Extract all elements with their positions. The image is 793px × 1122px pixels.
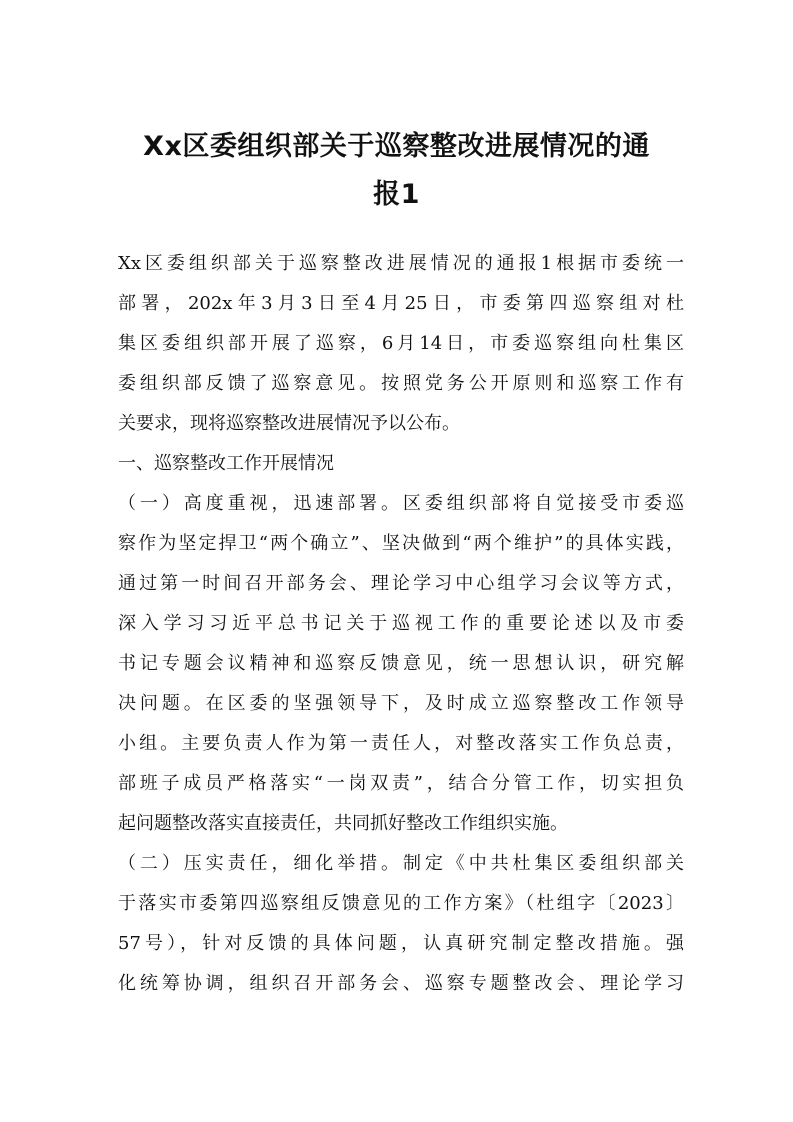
body-line: 部署，202x年3月3日至4月25日，市委第四巡察组对杜 <box>118 293 684 314</box>
body-line: 通过第一时间召开部务会、理论学习中心组学习会议等方式， <box>118 573 684 594</box>
section-heading: 一、巡察整改工作开展情况 <box>118 453 334 474</box>
body-line: （二）压实责任，细化举措。制定《中共杜集区委组织部关 <box>118 853 684 874</box>
body-line: 书记专题会议精神和巡察反馈意见，统一思想认识，研究解 <box>118 653 684 674</box>
body-line: 化统筹协调，组织召开部务会、巡察专题整改会、理论学习 <box>118 973 684 994</box>
body-line: 察作为坚定捍卫“两个确立”、坚决做到“两个维护”的具体实践， <box>118 533 684 554</box>
document-title-line-2: 报1 <box>373 179 420 210</box>
body-line: 关要求，现将巡察整改进展情况予以公布。 <box>118 413 460 434</box>
body-line: Xx区委组织部关于巡察整改进展情况的通报1根据市委统一 <box>118 253 684 274</box>
body-line: 小组。主要负责人作为第一责任人，对整改落实工作负总责， <box>118 733 684 754</box>
body-line: 于落实市委第四巡察组反馈意见的工作方案》（杜组字〔2023〕 <box>118 893 684 914</box>
body-line: （一）高度重视，迅速部署。区委组织部将自觉接受市委巡 <box>118 493 684 514</box>
body-line: 决问题。在区委的坚强领导下，及时成立巡察整改工作领导 <box>118 693 684 714</box>
document-body <box>118 244 684 1004</box>
body-line: 委组织部反馈了巡察意见。按照党务公开原则和巡察工作有 <box>118 373 684 394</box>
body-line: 深入学习习近平总书记关于巡视工作的重要论述以及市委 <box>118 613 684 634</box>
document-title-line-1: Xx区委组织部关于巡察整改进展情况的通 <box>143 131 650 162</box>
body-line: 57号），针对反馈的具体问题，认真研究制定整改措施。强 <box>118 933 684 954</box>
body-line: 起问题整改落实直接责任，共同抓好整改工作组织实施。 <box>118 813 568 834</box>
body-line: 集区委组织部开展了巡察，6月14日，市委巡察组向杜集区 <box>118 333 684 354</box>
body-line: 部班子成员严格落实“一岗双责”，结合分管工作，切实担负 <box>118 773 684 794</box>
